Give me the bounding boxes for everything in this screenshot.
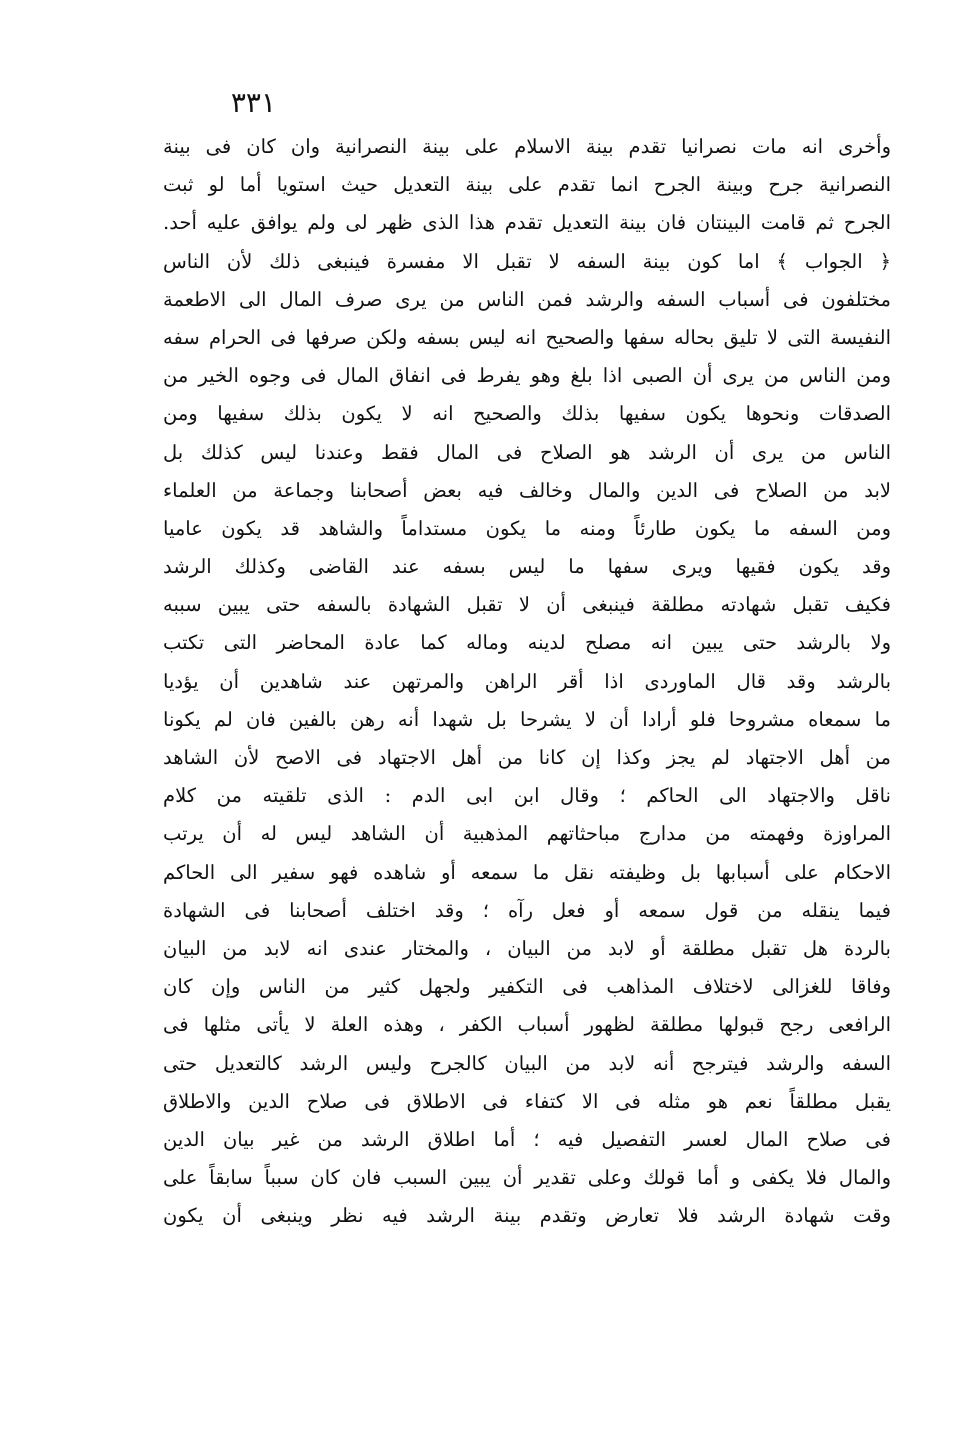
text-line: الصدقات ونحوها يكون سفيها بذلك والصحيح انه لا يكون بذلك سفيها ومن	[163, 402, 891, 426]
text-line: والمال فلا يكفى و أما قولك وعلى تقدير أن يبين السبب فان كان سبباً سابقاً على	[163, 1166, 891, 1190]
text-line: وفاقا للغزالى لاختلاف المذاهب فى التكفير ولجهل كثير من الناس وإن كان	[163, 975, 891, 999]
text-line: وقت شهادة الرشد فلا تعارض وتقدم بينة الرشد فيه نظر وينبغى أن يكون	[163, 1204, 891, 1228]
page-number: ٣٣١	[230, 86, 276, 119]
text-line: فكيف تقبل شهادته مطلقة فينبغى أن لا تقبل الشهادة بالسفه حتى يبين سببه	[163, 593, 891, 617]
text-line: المراوزة وفهمته من مدارج مباحثاتهم المذهبية أن الشاهد ليس له أن يرتب	[163, 822, 891, 846]
text-line: الجرح ثم قامت البينتان فان بينة التعديل تقدم هذا الذى ظهر لى ولم يوافق عليه أحد.	[163, 211, 891, 235]
text-line: فيما ينقله من قول سمعه أو فعل رآه ؛ وقد اختلف أصحابنا فى الشهادة	[163, 898, 891, 922]
text-line: السفه والرشد فيترجح أنه لابد من البيان كالجرح وليس الرشد كالتعديل حتى	[163, 1051, 891, 1075]
text-line: ما سمعاه مشروحا فلو أرادا أن لا يشرحا بل شهدا أنه رهن بالفين فان لم يكونا	[163, 707, 891, 731]
text-line: ناقل والاجتهاد الى الحاكم ؛ وقال ابن ابى الدم : الذى تلقيته من كلام	[163, 784, 891, 808]
text-line: ﴿ الجواب ﴾ اما كون بينة السفه لا تقبل الا مفسرة فينبغى ذلك لأن الناس	[163, 249, 891, 273]
text-line: الرافعى رجح قبولها مطلقة لظهور أسباب الكفر ، وهذه العلة لا يأتى مثلها فى	[163, 1013, 891, 1037]
text-line: بالردة هل تقبل مطلقة أو لابد من البيان ، والمختار عندى انه لابد من البيان	[163, 936, 891, 960]
text-line: لابد من الصلاح فى الدين والمال وخالف فيه بعض أصحابنا وجماعة من العلماء	[163, 478, 891, 502]
text-line: وأخرى انه مات نصرانيا تقدم بينة الاسلام على بينة النصرانية وان كان فى بينة	[163, 135, 891, 158]
text-line: يقبل مطلقاً نعم هو مثله فى الا كتفاء فى الاطلاق فى صلاح الدين والاطلاق	[163, 1089, 891, 1113]
text-line: النفيسة التى لا تليق بحاله سفها والصحيح انه ليس بسفه ولكن صرفها فى الحرام سفه	[163, 325, 891, 349]
text-line: النصرانية جرح وبينة الجرح انما تقدم على بينة التعديل حيث استويا أما لو ثبت	[163, 173, 891, 197]
text-line: فى صلاح المال لعسر التفصيل فيه ؛ أما اطلاق الرشد من غير بيان الدين	[163, 1127, 891, 1151]
text-line: ومن الناس من يرى أن الصبى اذا بلغ وهو يفرط فى انفاق المال فى وجوه الخير من	[163, 364, 891, 388]
text-line: من أهل الاجتهاد لم يجز وكذا إن كانا من أهل الاجتهاد فى الاصح لأن الشاهد	[163, 746, 891, 769]
body-text	[163, 128, 891, 1235]
text-line: ومن السفه ما يكون طارئاً ومنه ما يكون مستداماً والشاهد قد يكون عاميا	[163, 516, 891, 540]
text-line: بالرشد وقد قال الماوردى اذا أقر الراهن والمرتهن عند شاهدين أن يؤديا	[163, 669, 891, 693]
text-line: ولا بالرشد حتى يبين انه مصلح لدينه وماله كما عادة المحاضر التى تكتب	[163, 631, 891, 655]
text-line: وقد يكون فقيها ويرى سفها ما ليس بسفه عند القاضى وكذلك الرشد	[163, 555, 891, 579]
text-line: مختلفون فى أسباب السفه والرشد فمن الناس من يرى صرف المال الى الاطعمة	[163, 287, 891, 311]
text-line: الاحكام على أسبابها بل وظيفته نقل ما سمعه أو شاهده فهو سفير الى الحاكم	[163, 860, 891, 884]
text-line: الناس من يرى أن الرشد هو الصلاح فى المال فقط وعندنا ليس كذلك بل	[163, 440, 891, 464]
